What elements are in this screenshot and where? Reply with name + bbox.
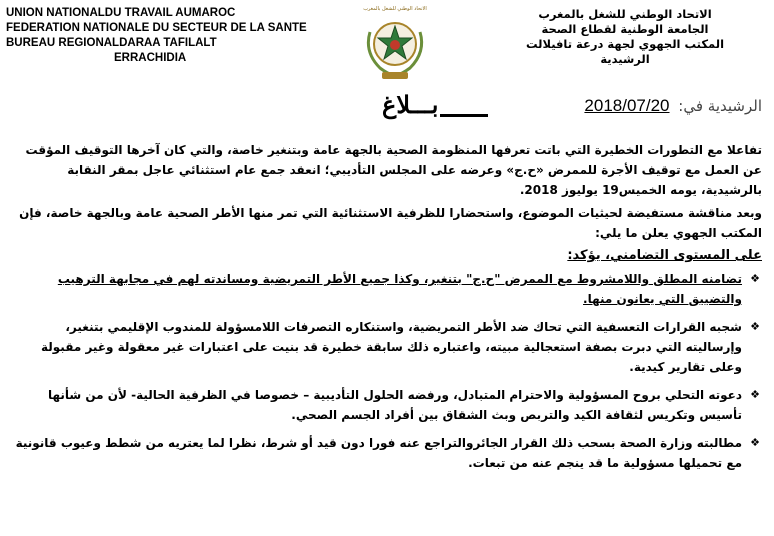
header-city: ERRACHIDIA	[114, 52, 187, 64]
union-emblem	[358, 2, 432, 86]
document-title: بـــلاغ	[382, 90, 439, 119]
list-item	[10, 433, 762, 473]
date-label: الرشيدية في:	[678, 97, 762, 115]
diamond-bullet-icon: ❖	[750, 388, 760, 401]
date-value: 2018/07/20	[584, 96, 670, 115]
emblem-banner-text: الاتحاد الوطني للشغل بالمغرب	[363, 6, 427, 12]
bullet-text: دعوته التحلي بروح المسؤولية والاحترام المتبادل، ورفضه الحلول التأديبية – خصوصا في الظرفية الحالية- لأن من شأنها تأسيس وتكريس لثقافة الكيد والتربص وبث الشقاق بين أفراد الجسم الصحي.	[47, 388, 742, 422]
intro-paragraph: تفاعلا مع التطورات الخطيرة التي باتت تعرفها المنظومة الصحية بالجهة عامة وبتنغير خاصة، والتي كان آخرها التوقيف المؤقت عن العمل مع توقيف الأجرة للممرض «ح.ج» وعرضه على المجلس التأديبي؛ انعقد جمع عام استثنائي عاجل بمقر النقابة بالرشيدية، يومه الخميس19 يوليوز 2018.	[25, 143, 762, 197]
title-underline	[440, 114, 488, 117]
list-item	[10, 269, 762, 309]
list-item	[10, 385, 762, 425]
header-bureau-name: BUREAU REGIONALDARAA TAFILALT	[6, 37, 217, 49]
title-row	[0, 92, 774, 126]
header-ar-federation-name: الجامعة الوطنية لقطاع الصحة	[541, 22, 709, 36]
diamond-bullet-icon: ❖	[750, 436, 760, 449]
header-ar-bureau-name: المكتب الجهوي لجهة درعة تافيلالت	[525, 37, 725, 51]
bullet-text: شجبه القرارات التعسفية التي تحاك ضد الأطر التمريضية، واستنكاره التصرفات اللامسؤولة للمندوب الإقليمي بتنغير، وإرساليته التي دبرت بصفة استعجالية مبيته، واعتباره ذلك سابقة خطيرة قد بنيت على اعتبارات غير معقولة وغير مقبولة وعلى تقارير كيدية.	[41, 320, 742, 374]
header-right-arabic	[500, 7, 750, 67]
bullet-text: مطالبته وزارة الصحة بسحب ذلك القرار الجائروالتراجع عنه فورا دون قيد أو شرط، نظرا لما يعتريه من شطط وعيوب قانونية مع تحميلها مسؤولية ما قد ينجم عنه من تبعات.	[15, 436, 742, 470]
document-body	[10, 140, 762, 481]
diamond-bullet-icon: ❖	[750, 320, 760, 333]
section-heading: على المستوى التضامني، يؤكد:	[567, 248, 762, 263]
union-logo-icon	[358, 2, 432, 86]
header-left-french	[6, 6, 306, 66]
list-item	[10, 317, 762, 377]
date-line	[584, 96, 762, 116]
header-union-name: UNION NATIONALDU TRAVAIL AUMAROC	[6, 7, 236, 19]
header-ar-union-name: الاتحاد الوطني للشغل بالمغرب	[538, 7, 712, 21]
discussion-paragraph: وبعد مناقشة مستفيضة لحيثيات الموضوع، واستحضارا للظرفية الاستثنائية التي تمر منها الأطر الصحية عامة وبالجهة خاصة، فإن المكتب الجهوي يعلن ما يلي:	[19, 206, 762, 240]
header-ar-city: الرشيدية	[600, 52, 650, 66]
bullet-text: تضامنه المطلق واللامشروط مع الممرض "ح.ج" بتنغير، وكذا جميع الأطر التمريضية ومساندته لهم في مجابهة الترهيب والتضييق التي يعانون منها.	[57, 272, 742, 306]
header-federation-name: FEDERATION NATIONALE DU SECTEUR DE LA SANTE	[6, 22, 307, 34]
diamond-bullet-icon: ❖	[750, 272, 760, 285]
